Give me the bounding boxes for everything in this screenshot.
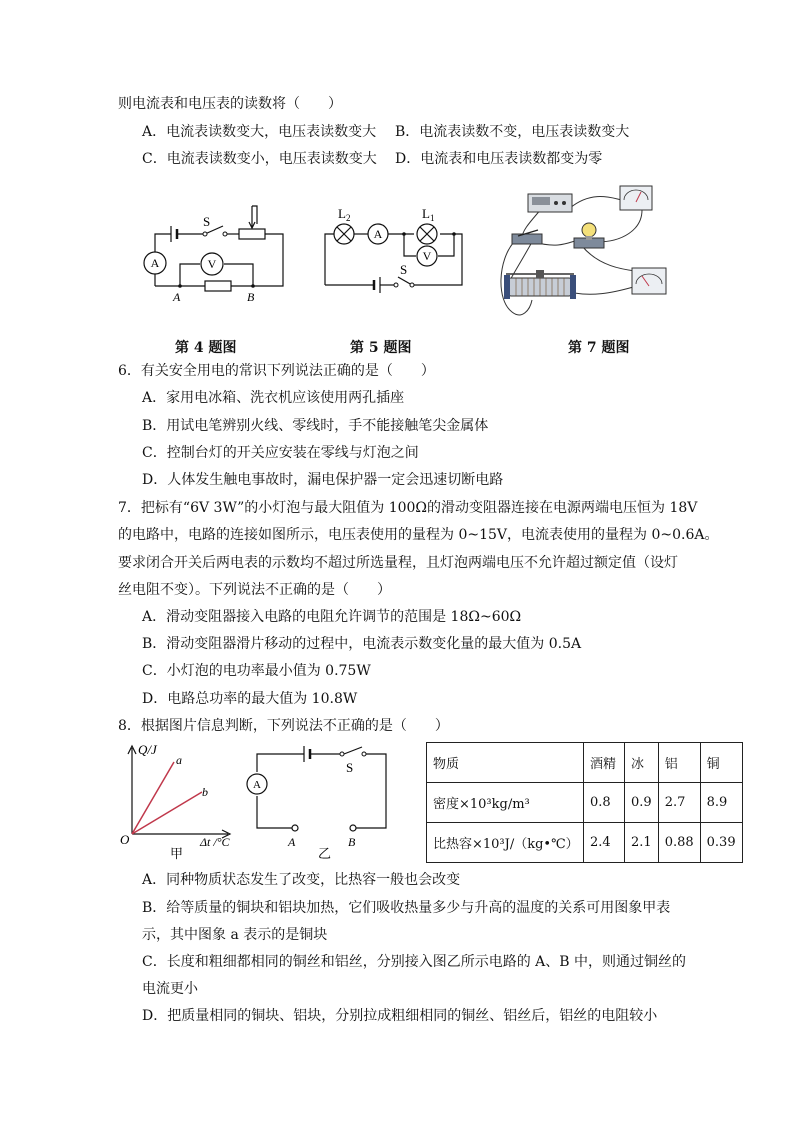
yi-switch-label: S — [346, 760, 354, 775]
table-cell: 0.88 — [658, 823, 700, 863]
fig4-voltmeter-label: V — [207, 257, 217, 271]
material-properties-table — [426, 742, 743, 863]
q5-option-a: A．电流表读数变大，电压表读数变大 — [142, 124, 377, 140]
graph-line-b-label: b — [202, 785, 208, 799]
q5-option-b: B．电流表读数不变，电压表读数变大 — [395, 124, 630, 140]
q7-option-c: C．小灯泡的电功率最小值为 0.75W — [142, 663, 371, 679]
q6-option-a: A．家用电冰箱、洗衣机应该使用两孔插座 — [142, 390, 405, 406]
table-cell: 0.39 — [700, 823, 742, 863]
table-row — [427, 823, 743, 863]
graph-jia-label: 甲 — [170, 846, 184, 860]
table-header-cell: 铜 — [700, 743, 742, 783]
fig4-caption: 第 4 题图 — [175, 340, 237, 356]
fig5-l1-subscript: 1 — [430, 213, 435, 223]
yi-ammeter-label: A — [253, 779, 261, 791]
table-cell: 0.9 — [625, 783, 659, 823]
graph-line-b — [132, 792, 202, 834]
fig5-ammeter-label: A — [373, 227, 383, 241]
table-header-cell: 物质 — [427, 743, 584, 783]
fig7-apparatus-illustration — [492, 180, 672, 328]
q8-option-a: A．同种物质状态发生了改变，比热容一般也会改变 — [142, 872, 461, 888]
q8-option-c-line-1: C．长度和粗细都相同的铜丝和铝丝，分别接入图乙所示电路的 A、B 中，则通过铜丝的 — [142, 954, 687, 970]
table-header-row — [427, 743, 743, 783]
table-cell: 2.1 — [625, 823, 659, 863]
q8-option-b-line-1: B．给等质量的铜块和铝块加热，它们吸收热量多少与升高的温度的关系可用图象甲表 — [142, 900, 671, 916]
yi-point-a: A — [288, 835, 296, 849]
table-cell: 2.4 — [584, 823, 625, 863]
q5-stem-tail: 则电流表和电压表的读数将（ ） — [118, 96, 342, 112]
fig4-point-a: A — [173, 290, 181, 304]
q8-option-b-line-2: 示，其中图象 a 表示的是铜块 — [142, 927, 328, 943]
q7-option-a: A．滑动变阻器接入电路的电阻允许调节的范围是 18Ω~60Ω — [142, 609, 522, 625]
q5-option-c: C．电流表读数变小，电压表读数变大 — [142, 151, 377, 167]
table-cell: 0.8 — [584, 783, 625, 823]
graph-line-a — [132, 762, 174, 834]
q8-stem: 8．根据图片信息判断，下列说法不正确的是（ ） — [118, 718, 449, 734]
q8-circuit-yi — [244, 742, 394, 862]
q6-option-c: C．控制台灯的开关应安装在零线与灯泡之间 — [142, 445, 419, 461]
table-cell: 2.7 — [658, 783, 700, 823]
q7-stem-line-2: 的电路中，电路的连接如图所示，电压表使用的量程为 0~15V，电流表使用的量程为 0~0.6A。 — [118, 527, 719, 543]
graph-x-axis-label: Δt /°C — [200, 835, 230, 849]
q6-stem: 6．有关安全用电的常识下列说法正确的是（ ） — [118, 363, 435, 379]
q5-option-d: D．电流表和电压表读数都变为零 — [395, 151, 603, 167]
q8-option-c-line-2: 电流更小 — [142, 981, 198, 997]
yi-label: 乙 — [318, 846, 332, 861]
graph-y-axis-label: Q/J — [138, 742, 157, 757]
fig5-circuit — [318, 200, 468, 300]
fig4-ammeter-label: A — [150, 256, 160, 270]
fig7-caption: 第 7 题图 — [568, 340, 630, 356]
table-row-label: 比热容×10³J/（kg•℃） — [427, 823, 584, 863]
table-header-cell: 铝 — [658, 743, 700, 783]
q8-option-d: D．把质量相同的铜块、铝块，分别拉成粗细相同的铜丝、铝丝后，铝丝的电阻较小 — [142, 1008, 658, 1024]
q8-graph-jia — [116, 740, 246, 860]
table-header-cell: 冰 — [625, 743, 659, 783]
fig4-switch-label: S — [203, 214, 211, 229]
q7-option-d: D．电路总功率的最大值为 10.8W — [142, 691, 358, 707]
fig5-voltmeter-label: V — [422, 249, 432, 263]
graph-origin-label: O — [120, 832, 130, 847]
fig4-point-b: B — [247, 290, 255, 304]
table-cell: 8.9 — [700, 783, 742, 823]
table-row — [427, 783, 743, 823]
fig4-circuit — [135, 200, 295, 308]
yi-point-b: B — [348, 835, 356, 849]
q7-stem-line-4: 丝电阻不变）。下列说法不正确的是（ ） — [118, 582, 391, 598]
fig5-l2-label: L — [338, 206, 346, 221]
table-row-label: 密度×10³kg/m³ — [427, 783, 584, 823]
graph-line-a-label: a — [176, 753, 182, 767]
fig5-l2-subscript: 2 — [346, 213, 351, 223]
q7-stem-line-1: 7．把标有“6V 3W”的小灯泡与最大阻值为 100Ω的滑动变阻器连接在电源两端电压恒为 18V — [118, 500, 698, 516]
q7-stem-line-3: 要求闭合开关后两电表的示数均不超过所选量程，且灯泡两端电压不允许超过额定值（设灯 — [118, 555, 678, 571]
q6-option-d: D．人体发生触电事故时，漏电保护器一定会迅速切断电路 — [142, 472, 504, 488]
fig5-l1-label: L — [422, 206, 430, 221]
fig5-switch-label: S — [400, 262, 408, 277]
q7-option-b: B．滑动变阻器滑片移动的过程中，电流表示数变化量的最大值为 0.5A — [142, 636, 582, 652]
table-header-cell: 酒精 — [584, 743, 625, 783]
fig5-caption: 第 5 题图 — [350, 340, 412, 356]
q6-option-b: B．用试电笔辨别火线、零线时，手不能接触笔尖金属体 — [142, 418, 489, 434]
